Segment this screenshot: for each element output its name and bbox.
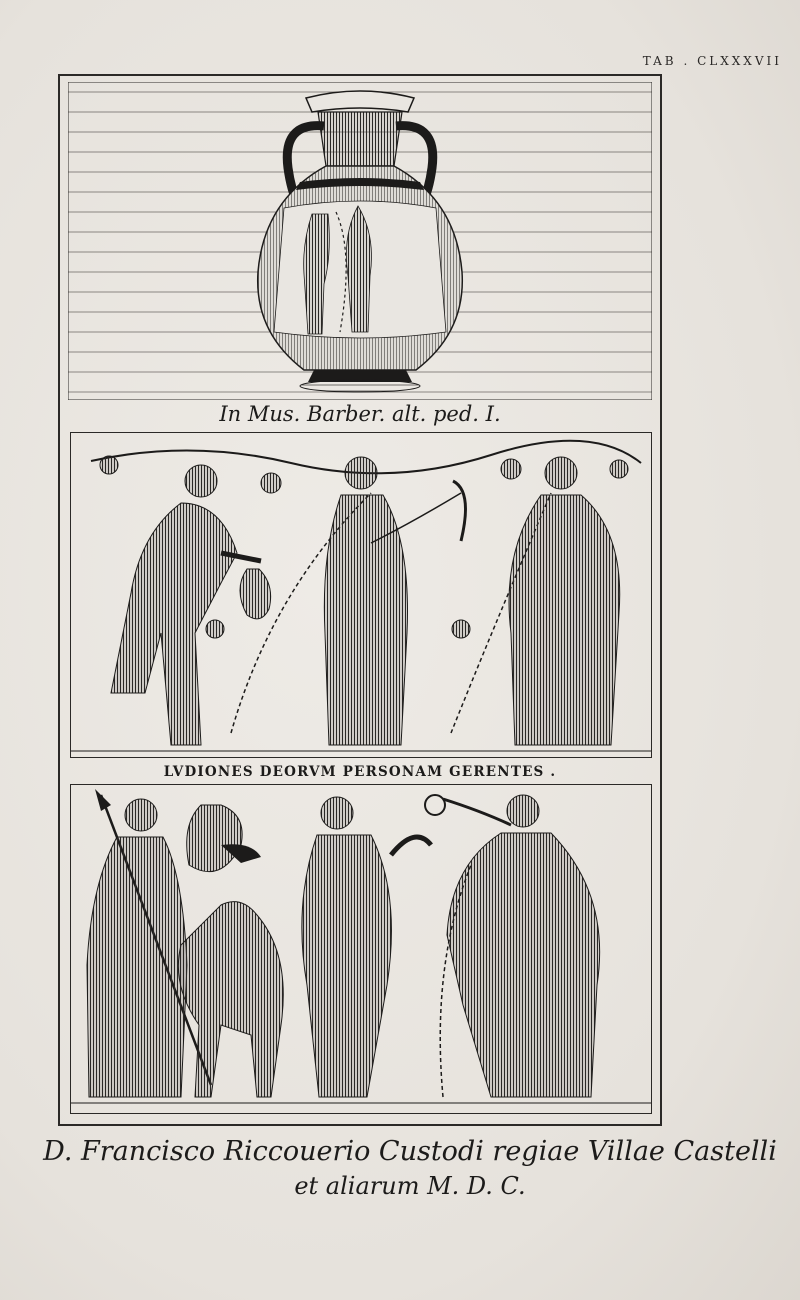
lower-frieze-illustration [71,785,651,1112]
draped-figure [302,795,445,1097]
lower-frieze [70,784,652,1114]
animal-figure [178,805,283,1097]
vase-caption: In Mus. Barber. alt. ped. I. [219,402,501,426]
dedication-line-1: D. Francisco Riccouerio Custodi regiae Villae Castelli [43,1136,777,1167]
dedication-line-2: et aliarum M. D. C. [294,1172,526,1200]
amphora-illustration [68,82,652,400]
upper-frieze [70,432,652,758]
draped-figure [440,795,599,1097]
band-title: LVDIONES DEORVM PERSONAM GERENTES . [163,764,557,780]
satyr-figure [111,465,271,745]
draped-figure [509,457,620,745]
upper-frieze-illustration [71,433,651,756]
draped-figure [324,457,465,745]
plate-number: TAB . CLXXXVII [642,54,782,68]
dedication [20,1134,800,1202]
vase-panel [68,82,652,400]
